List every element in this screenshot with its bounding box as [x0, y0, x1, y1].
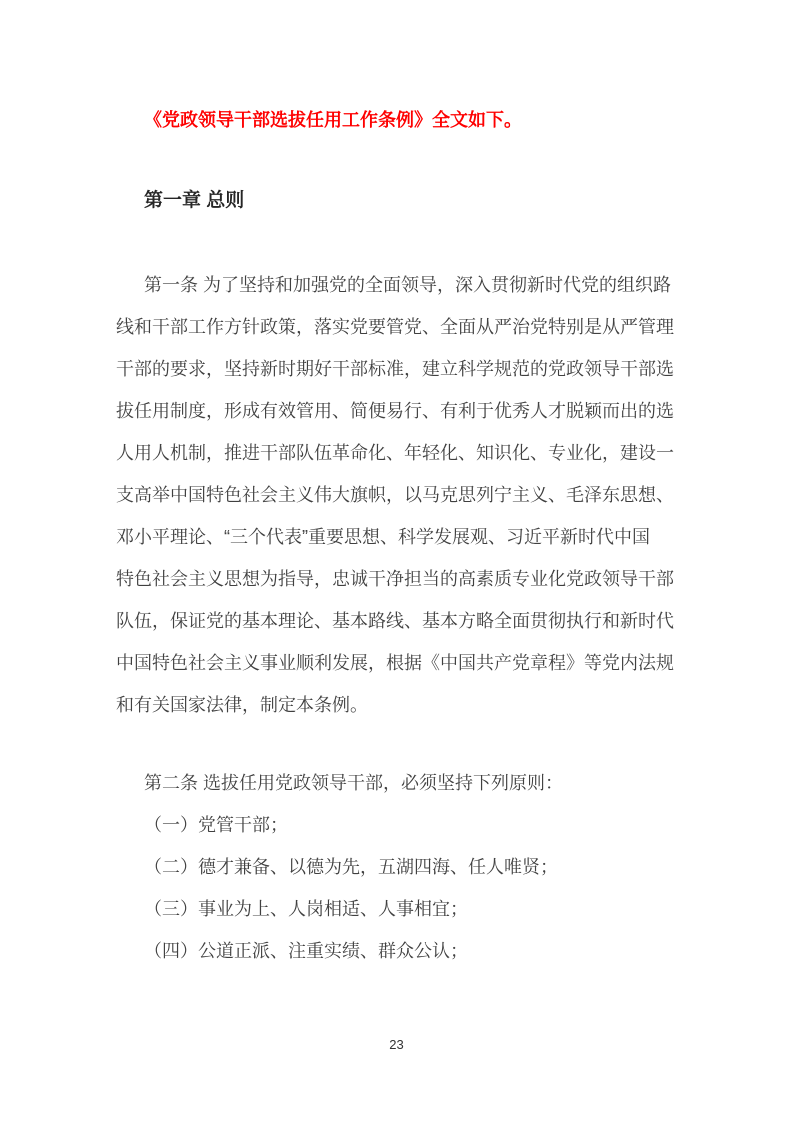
page-number: 23: [389, 1037, 404, 1052]
article-2-intro: 第二条 选拔任用党政领导干部，必须坚持下列原则：: [144, 773, 563, 793]
list-item: （三）事业为上、人岗相适、人事相宜；: [144, 899, 468, 919]
document-content: [116, 0, 677, 972]
paragraph-line: 干部的要求，坚持新时期好干部标准，建立科学规范的党政领导干部选: [116, 359, 674, 379]
article-1-paragraph: [116, 264, 677, 726]
paragraph-line: 邓小平理论、“三个代表”重要思想、科学发展观、习近平新时代中国: [116, 527, 650, 547]
chapter-heading: 第一章 总则: [144, 190, 245, 211]
list-item: （一）党管干部；: [144, 815, 288, 835]
list-item: （二）德才兼备、以德为先，五湖四海、任人唯贤；: [144, 857, 558, 877]
paragraph-line: 队伍，保证党的基本理论、基本路线、基本方略全面贯彻执行和新时代: [116, 611, 674, 631]
paragraph-line: 拔任用制度，形成有效管用、简便易行、有利于优秀人才脱颖而出的选: [116, 401, 674, 421]
paragraph-line: 线和干部工作方针政策，落实党要管党、全面从严治党特别是从严管理: [116, 317, 674, 337]
paragraph-line: 人用人机制，推进干部队伍革命化、年轻化、知识化、专业化，建设一: [116, 443, 674, 463]
paragraph-line: 中国特色社会主义事业顺利发展，根据《中国共产党章程》等党内法规: [116, 653, 674, 673]
list-item: （四）公道正派、注重实绩、群众公认；: [144, 941, 468, 961]
paragraph-line: 特色社会主义思想为指导，忠诚干净担当的高素质专业化党政领导干部: [116, 569, 674, 589]
document-title: 《党政领导干部选拔任用工作条例》全文如下。: [144, 110, 522, 130]
paragraph-line: 第一条 为了坚持和加强党的全面领导，深入贯彻新时代党的组织路: [144, 275, 671, 295]
paragraph-line: 支高举中国特色社会主义伟大旗帜，以马克思列宁主义、毛泽东思想、: [116, 485, 674, 505]
article-2-paragraph: [116, 762, 677, 972]
paragraph-line: 和有关国家法律，制定本条例。: [116, 695, 368, 715]
